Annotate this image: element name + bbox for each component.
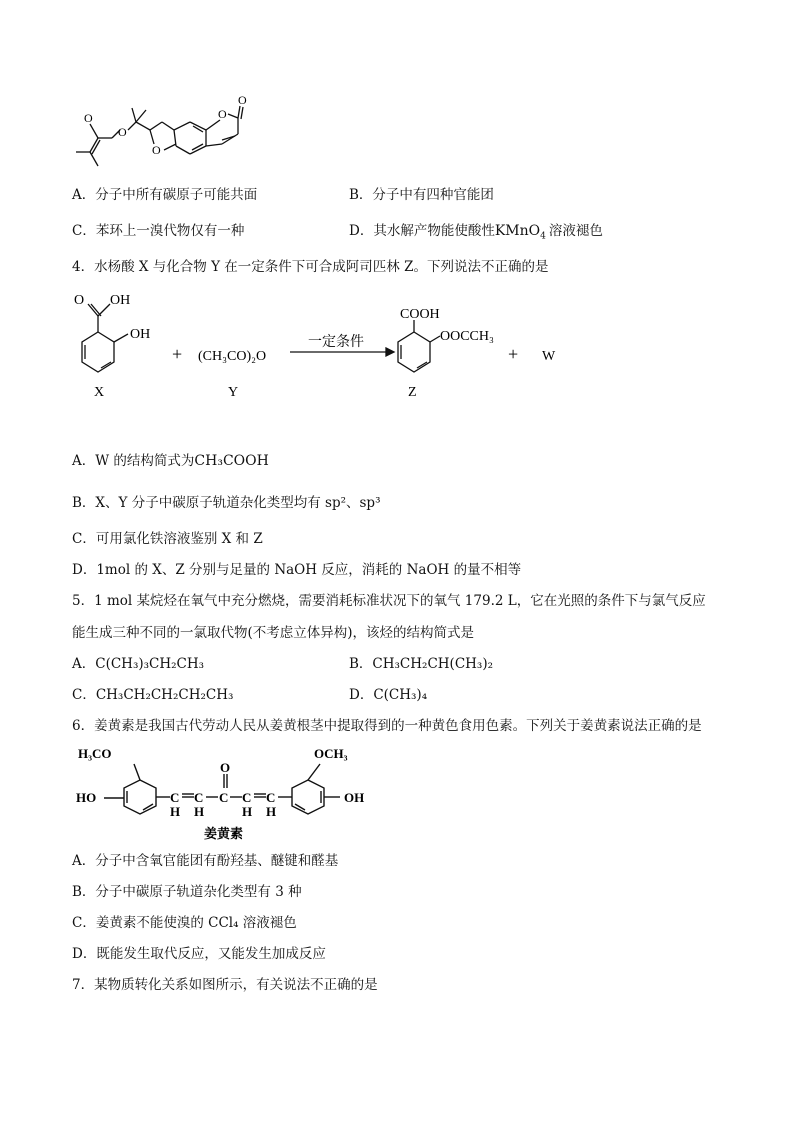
q5-option-d: D．C(CH₃)₄ xyxy=(349,687,428,703)
q4-x-oh-top: OH xyxy=(110,293,131,308)
q4-option-d: D．1mol 的 X、Z 分别与足量的 NaOH 反应，消耗的 NaOH 的量不相等 xyxy=(72,562,522,578)
q3-atom-o4: O xyxy=(218,107,227,121)
q4-option-c: C．可用氯化铁溶液鉴别 X 和 Z xyxy=(72,531,263,547)
q4-y-formula: (CH₃CO)₂O xyxy=(198,349,267,364)
q3-structure-diagram xyxy=(70,92,270,172)
q6-option-d: D．既能发生取代反应，又能发生加成反应 xyxy=(72,946,326,962)
q6-atom-h4: H xyxy=(266,804,277,819)
q6-option-c: C．姜黄素不能使溴的 CCl₄ 溶液褪色 xyxy=(72,915,297,931)
q3-option-d-sub: 4 xyxy=(540,231,546,242)
q5-stem-line2: 能生成三种不同的一氯取代物(不考虑立体异构)，该烃的结构简式是 xyxy=(72,625,475,641)
q3-option-d-formula: KMnO xyxy=(494,223,541,239)
q4-stem: 4．水杨酸 X 与化合物 Y 在一定条件下可合成阿司匹林 Z。下列说法不正确的是 xyxy=(72,259,549,275)
q6-h3co: H₃CO xyxy=(78,746,112,761)
q5-option-b: B．CH₃CH₂CH(CH₃)₂ xyxy=(349,656,494,672)
q3-atom-o2: O xyxy=(118,125,127,139)
q6-option-a: A．分子中含氧官能团有酚羟基、醚键和醛基 xyxy=(72,853,339,869)
q4-x-atom-o: O xyxy=(74,293,85,308)
q4-z-ester: OOCCH₃ xyxy=(440,329,494,344)
q5-option-a: A．C(CH₃)₃CH₂CH₃ xyxy=(72,656,205,672)
q4-plus-2: + xyxy=(508,344,519,364)
q5-stem-line1: 5．1 mol 某烷烃在氧气中充分燃烧，需要消耗标准状况下的氧气 179.2 L，它在光照的条件下与氯气反应 xyxy=(72,593,706,609)
q6-option-b: B．分子中碳原子轨道杂化类型有 3 种 xyxy=(72,884,302,900)
q4-reaction-scheme xyxy=(68,284,568,404)
q6-atom-h1: H xyxy=(170,804,181,819)
q3-option-a: A．分子中所有碳原子可能共面 xyxy=(72,187,258,203)
q7-stem: 7．某物质转化关系如图所示，有关说法不正确的是 xyxy=(72,977,378,993)
q6-atom-c2: C xyxy=(194,790,204,805)
q6-atom-c3: C xyxy=(219,790,229,805)
q4-option-a-prefix: A．W 的结构简式为 xyxy=(72,453,195,469)
q6-atom-c1: C xyxy=(170,790,180,805)
q6-atom-o-keto: O xyxy=(220,760,231,775)
q3-option-b: B．分子中有四种官能团 xyxy=(349,187,494,203)
q6-atom-h2: H xyxy=(194,804,205,819)
q3-option-c: C．苯环上一溴代物仅有一种 xyxy=(72,223,245,239)
q4-z-cooh: COOH xyxy=(400,307,440,322)
q4-y-label: Y xyxy=(228,385,239,400)
q6-stem: 6．姜黄素是我国古代劳动人民从姜黄根茎中提取得到的一种黄色食用色素。下列关于姜黄素说法正确的是 xyxy=(72,718,702,734)
q3-atom-o1: O xyxy=(84,111,93,125)
q6-curcumin-structure xyxy=(70,742,390,842)
q3-option-d-prefix: D．其水解产物能使酸性 xyxy=(349,223,495,239)
q5-option-c: C．CH₃CH₂CH₂CH₂CH₃ xyxy=(72,687,234,703)
q4-option-b: B．X、Y 分子中碳原子轨道杂化类型均有 sp²、sp³ xyxy=(72,495,381,511)
q6-och3: OCH₃ xyxy=(314,746,348,761)
q6-compound-name: 姜黄素 xyxy=(204,826,244,841)
q4-plus-1: + xyxy=(172,344,183,364)
q6-atom-c4: C xyxy=(242,790,252,805)
q6-oh-right: OH xyxy=(344,790,365,805)
q4-x-label: X xyxy=(94,385,105,400)
q3-option-d xyxy=(349,222,603,246)
q3-option-d-suffix: 溶液褪色 xyxy=(548,223,603,239)
q6-atom-c5: C xyxy=(266,790,276,805)
q3-atom-o5: O xyxy=(238,93,247,107)
q6-ho-left: HO xyxy=(76,790,97,805)
q4-arrow-label: 一定条件 xyxy=(308,335,364,350)
q3-atom-o3: O xyxy=(152,143,161,157)
q4-w-label: W xyxy=(542,349,556,364)
q4-z-label: Z xyxy=(408,385,417,400)
q4-x-oh-ring: OH xyxy=(130,327,151,342)
q6-atom-h3: H xyxy=(242,804,253,819)
q4-option-a-formula: CH₃COOH xyxy=(194,453,269,469)
q4-option-a xyxy=(72,452,269,470)
